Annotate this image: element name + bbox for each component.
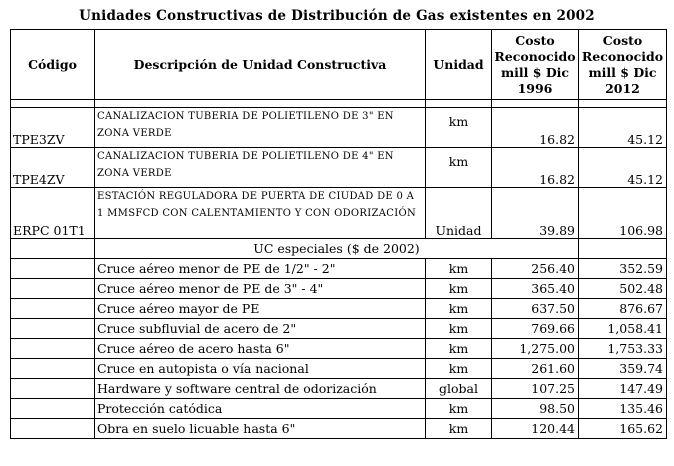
table-row bbox=[11, 299, 667, 319]
table-row bbox=[11, 319, 667, 339]
table-row bbox=[11, 108, 667, 148]
cell-costo-1996: 16.82 bbox=[492, 148, 579, 188]
cell-costo-2012: 1,058.41 bbox=[579, 319, 667, 339]
cell-unidad: km bbox=[426, 399, 492, 419]
cell-descripcion: Cruce aéreo de acero hasta 6" bbox=[95, 339, 426, 359]
cell-descripcion: Cruce en autopista o vía nacional bbox=[95, 359, 426, 379]
cell-costo-2012: 359.74 bbox=[579, 359, 667, 379]
cell-costo-2012: 45.12 bbox=[579, 108, 667, 148]
table-row bbox=[11, 359, 667, 379]
cell-descripcion: ESTACIÓN REGULADORA DE PUERTA DE CIUDAD DE 0 A 1 MMSFCD CON CALENTAMIENTO Y CON ODORIZACIÓN bbox=[95, 188, 426, 239]
cell-costo-1996: 365.40 bbox=[492, 279, 579, 299]
cell-descripcion: Cruce subfluvial de acero de 2" bbox=[95, 319, 426, 339]
cell-unidad: km bbox=[426, 108, 492, 148]
table-row bbox=[11, 188, 667, 239]
header-codigo: Código bbox=[11, 30, 95, 100]
cell-costo-1996: 120.44 bbox=[492, 419, 579, 439]
cell-descripcion: CANALIZACION TUBERIA DE POLIETILENO DE 3" EN ZONA VERDE bbox=[95, 108, 426, 148]
cell-costo-2012: 106.98 bbox=[579, 188, 667, 239]
cell-costo-1996: 256.40 bbox=[492, 259, 579, 279]
cell-unidad: km bbox=[426, 319, 492, 339]
cell-unidad: km bbox=[426, 279, 492, 299]
cell-descripcion: Cruce aéreo menor de PE de 1/2" - 2" bbox=[95, 259, 426, 279]
cell-unidad: km bbox=[426, 259, 492, 279]
cell-costo-1996: 98.50 bbox=[492, 399, 579, 419]
cell-codigo: ERPC 01T1 bbox=[11, 188, 95, 239]
cell-unidad: km bbox=[426, 419, 492, 439]
cell-unidad: global bbox=[426, 379, 492, 399]
table-row bbox=[11, 419, 667, 439]
cell-costo-2012: 135.46 bbox=[579, 399, 667, 419]
cell-unidad: km bbox=[426, 339, 492, 359]
uc-table bbox=[10, 29, 667, 439]
cell-unidad: km bbox=[426, 299, 492, 319]
table-row bbox=[11, 259, 667, 279]
cell-costo-1996: 16.82 bbox=[492, 108, 579, 148]
header-descripcion: Descripción de Unidad Constructiva bbox=[95, 30, 426, 100]
header-unidad: Unidad bbox=[426, 30, 492, 100]
spacer-row bbox=[11, 100, 667, 108]
table-row bbox=[11, 148, 667, 188]
cell-costo-2012: 165.62 bbox=[579, 419, 667, 439]
cell-codigo: TPE3ZV bbox=[11, 108, 95, 148]
header-costo-1996: Costo Reconocido mill $ Dic 1996 bbox=[492, 30, 579, 100]
header-costo-2012: Costo Reconocido mill $ Dic 2012 bbox=[579, 30, 667, 100]
section-row bbox=[11, 239, 667, 259]
cell-unidad: Unidad bbox=[426, 188, 492, 239]
cell-unidad: km bbox=[426, 148, 492, 188]
cell-descripcion: Obra en suelo licuable hasta 6" bbox=[95, 419, 426, 439]
cell-descripcion: Cruce aéreo mayor de PE bbox=[95, 299, 426, 319]
table-row bbox=[11, 279, 667, 299]
cell-costo-1996: 107.25 bbox=[492, 379, 579, 399]
cell-descripcion: CANALIZACION TUBERIA DE POLIETILENO DE 4" EN ZONA VERDE bbox=[95, 148, 426, 188]
table-row bbox=[11, 399, 667, 419]
cell-codigo: TPE4ZV bbox=[11, 148, 95, 188]
cell-costo-2012: 352.59 bbox=[579, 259, 667, 279]
cell-unidad: km bbox=[426, 359, 492, 379]
cell-costo-1996: 637.50 bbox=[492, 299, 579, 319]
cell-descripcion: Protección catódica bbox=[95, 399, 426, 419]
cell-costo-1996: 261.60 bbox=[492, 359, 579, 379]
cell-costo-2012: 876.67 bbox=[579, 299, 667, 319]
cell-costo-1996: 769.66 bbox=[492, 319, 579, 339]
cell-costo-2012: 147.49 bbox=[579, 379, 667, 399]
cell-descripcion: Hardware y software central de odorización bbox=[95, 379, 426, 399]
table-row bbox=[11, 339, 667, 359]
table-row bbox=[11, 379, 667, 399]
cell-costo-1996: 1,275.00 bbox=[492, 339, 579, 359]
cell-costo-2012: 1,753.33 bbox=[579, 339, 667, 359]
cell-costo-2012: 502.48 bbox=[579, 279, 667, 299]
section-label: UC especiales ($ de 2002) bbox=[95, 239, 579, 259]
cell-costo-2012: 45.12 bbox=[579, 148, 667, 188]
cell-descripcion: Cruce aéreo menor de PE de 3" - 4" bbox=[95, 279, 426, 299]
table-title: Unidades Constructivas de Distribución de Gas existentes en 2002 bbox=[79, 8, 595, 24]
cell-costo-1996: 39.89 bbox=[492, 188, 579, 239]
header-row bbox=[11, 30, 667, 100]
